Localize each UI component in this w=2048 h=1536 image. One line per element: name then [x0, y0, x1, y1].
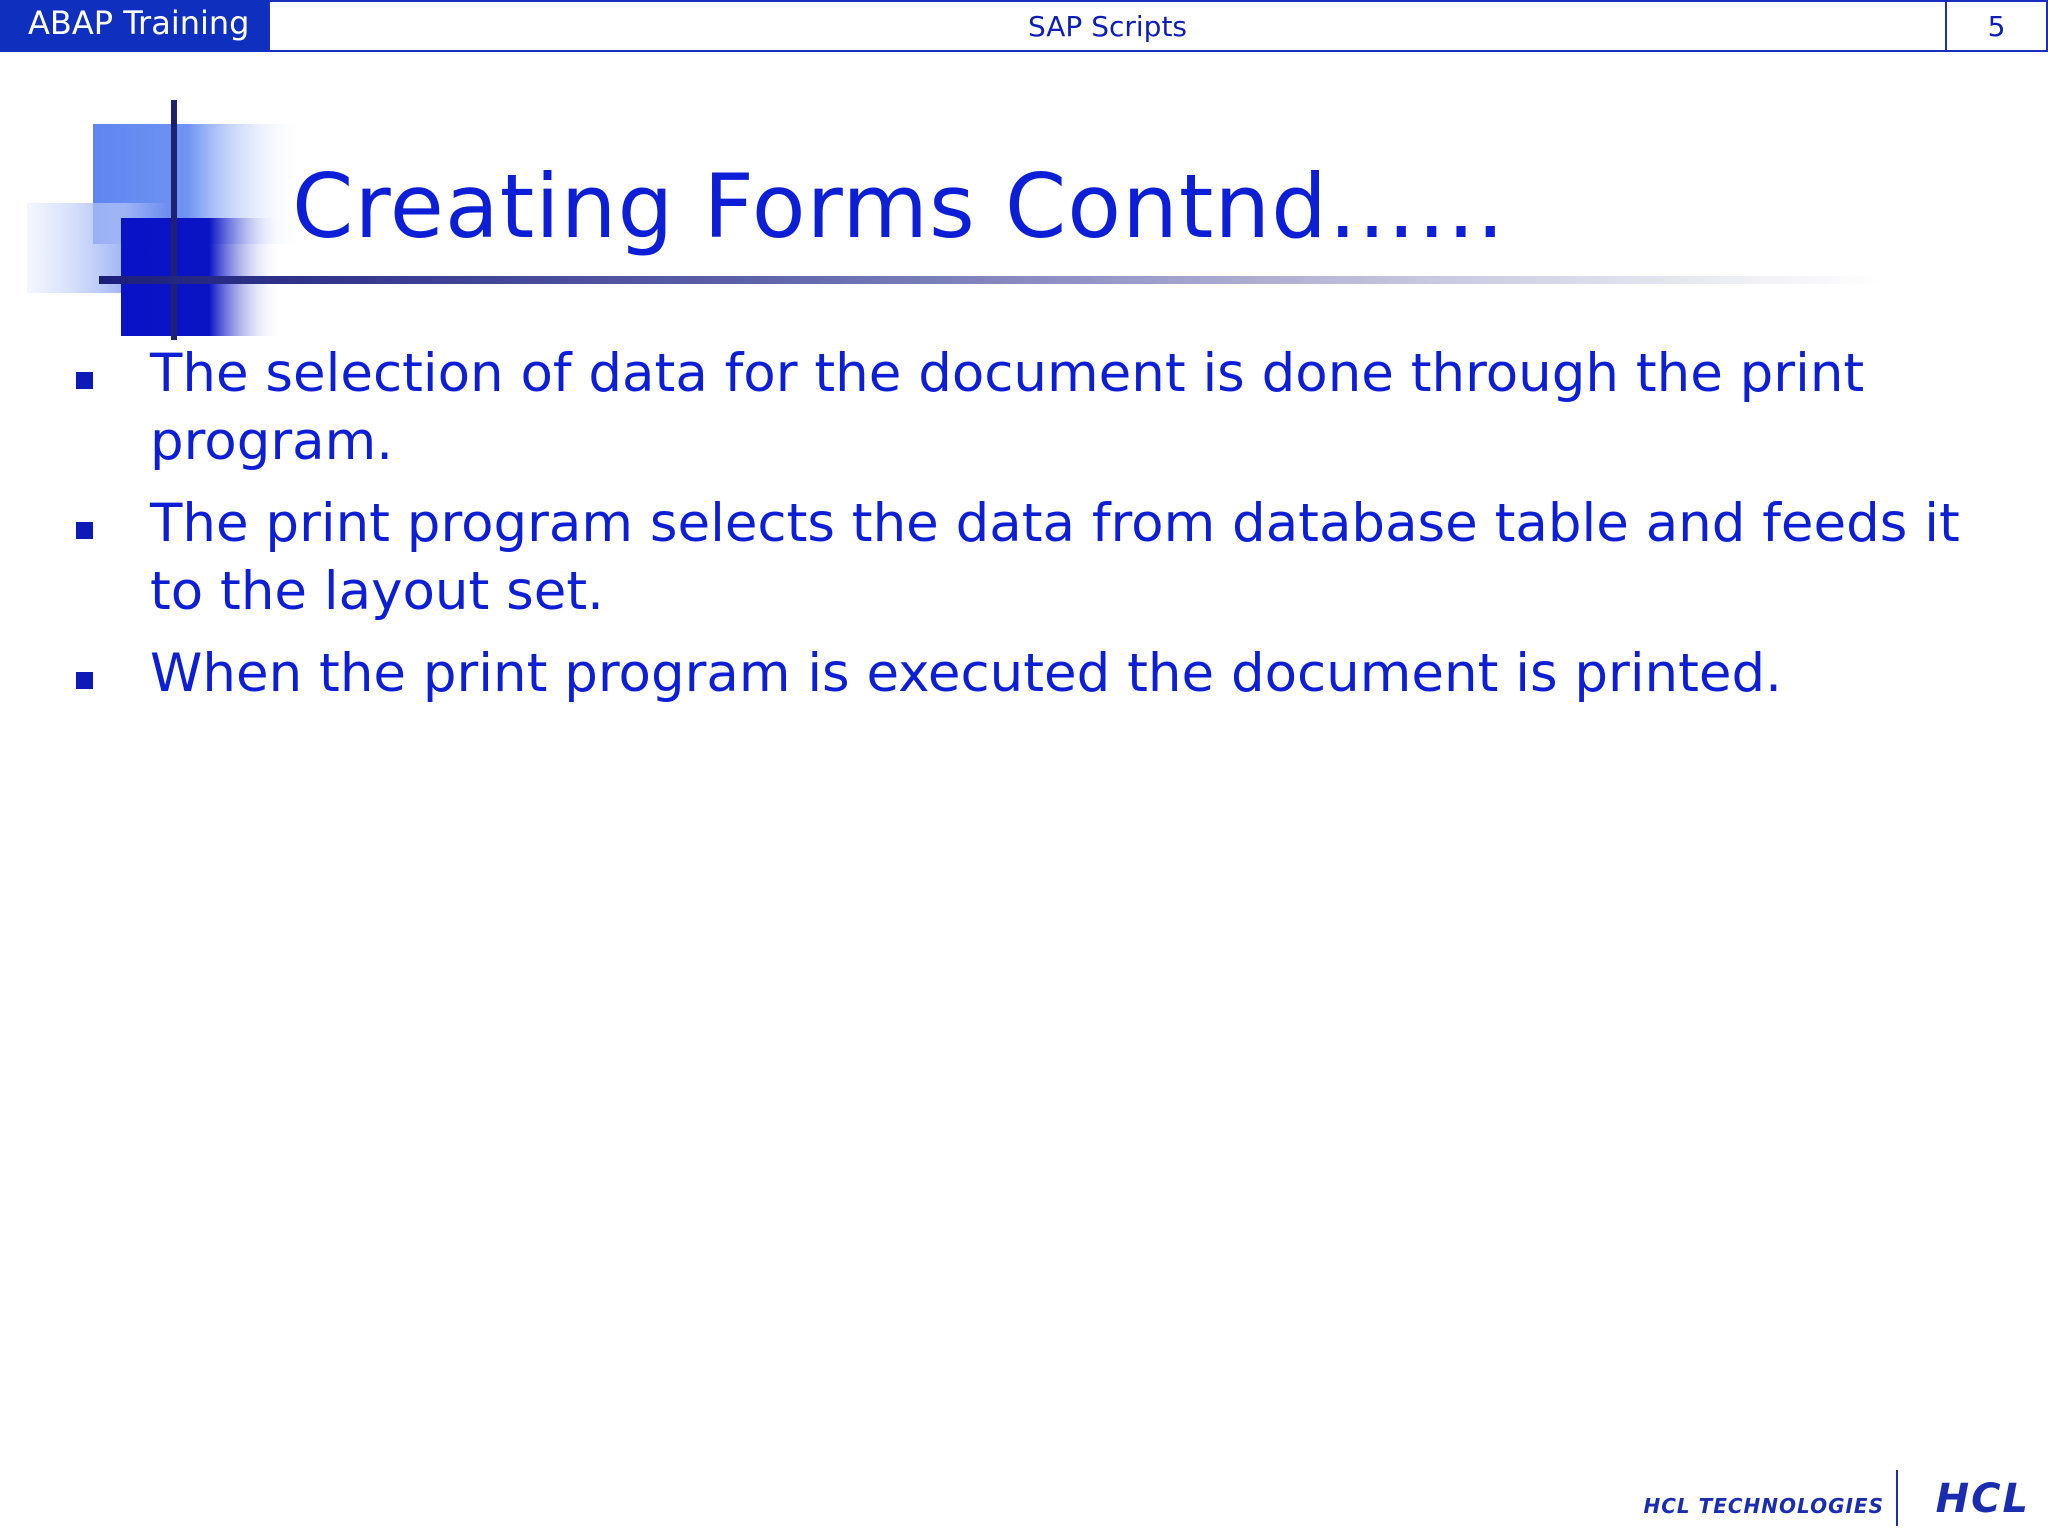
square-bullet-icon	[76, 522, 93, 539]
title-underline	[99, 276, 1879, 284]
logo-divider	[1896, 1470, 1898, 1526]
square-bullet-icon	[76, 372, 93, 389]
bullet-list	[70, 340, 1970, 722]
hcl-logo-mark: HCL	[1935, 1476, 2030, 1522]
bullet-item	[70, 490, 1970, 626]
slide-title: Creating Forms Contnd……	[292, 155, 1507, 258]
slide-header	[0, 0, 2048, 52]
deco-vertical-bar	[171, 100, 177, 340]
bullet-item	[70, 640, 1970, 708]
page-number: 5	[1945, 0, 2048, 52]
bullet-text: When the print program is executed the document is printed.	[150, 643, 1783, 704]
bullet-text: The print program selects the data from database table and feeds it to the layout set.	[150, 493, 1960, 622]
company-name-text: HCL TECHNOLOGIES	[1643, 1494, 1884, 1518]
topic-label: SAP Scripts	[268, 0, 1947, 52]
bullet-item	[70, 340, 1970, 476]
company-logo	[1610, 1462, 2030, 1526]
bullet-text: The selection of data for the document is done through the print program.	[150, 343, 1865, 472]
course-label: ABAP Training	[0, 0, 268, 52]
square-bullet-icon	[76, 672, 93, 689]
